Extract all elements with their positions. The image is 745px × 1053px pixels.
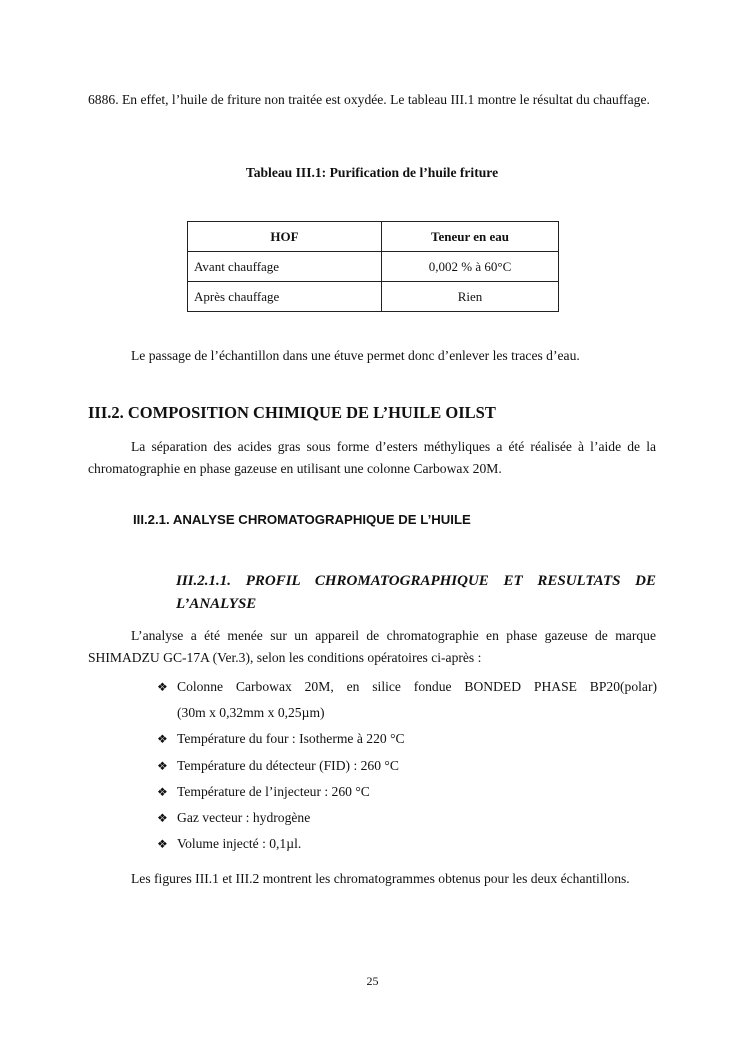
condition-oven: Température du four : Isotherme à 220 °C (177, 731, 405, 747)
purification-table (187, 221, 559, 312)
list-item (157, 779, 657, 805)
subsection-heading: III.2.1. ANALYSE CHROMATOGRAPHIQUE DE L’HUILE (133, 512, 471, 527)
condition-volume: Volume injecté : 0,1µl. (177, 836, 302, 852)
list-item (157, 831, 657, 857)
page-number: 25 (366, 974, 379, 988)
list-item (157, 726, 657, 752)
figures-paragraph: Les figures III.1 et III.2 montrent les chromatogrammes obtenus pour les deux échantillons. (131, 871, 630, 886)
subsubsection-heading (176, 570, 656, 616)
analysis-paragraph: L’analyse a été menée sur un appareil de chromatographie en phase gazeuse de marque SHIMADZU GC-17A (Ver.3), selon les conditions opératoires ci-après : (88, 628, 656, 665)
diamond-bullet-icon: ❖ (157, 811, 168, 826)
diamond-bullet-icon: ❖ (157, 784, 168, 799)
table-row (188, 282, 559, 312)
diamond-bullet-icon: ❖ (157, 837, 168, 852)
condition-detector: Température du détecteur (FID) : 260 °C (177, 757, 399, 773)
table-cell: 0,002 % à 60°C (382, 252, 559, 282)
table-header-water: Teneur en eau (382, 222, 559, 252)
diamond-bullet-icon: ❖ (157, 732, 168, 747)
table-header-row (188, 222, 559, 252)
section-paragraph: La séparation des acides gras sous forme d’esters méthyliques a été réalisée à l’aide de la chromatographie en phase gazeuse en utilisant une colonne Carbowax 20M. (88, 439, 656, 476)
table-cell: Après chauffage (188, 282, 382, 312)
diamond-bullet-icon: ❖ (157, 758, 168, 773)
table-row (188, 252, 559, 282)
condition-column-line1: Colonne Carbowax 20M, en silice fondue BONDED PHASE BP20(polar) (177, 679, 657, 694)
subsubsection-heading-line2: L’ANALYSE (176, 596, 257, 612)
condition-injector: Température de l’injecteur : 260 °C (177, 783, 370, 799)
table-cell: Rien (382, 282, 559, 312)
intro-paragraph: 6886. En effet, l’huile de friture non traitée est oxydée. Le tableau III.1 montre le résultat du chauffage. (88, 92, 650, 107)
conditions-list (157, 674, 657, 857)
condition-column-line2: (30m x 0,32mm x 0,25µm) (177, 705, 325, 721)
diamond-bullet-icon: ❖ (157, 680, 168, 694)
condition-carrier-gas: Gaz vecteur : hydrogène (177, 810, 311, 826)
table-cell: Avant chauffage (188, 252, 382, 282)
table-header-hof: HOF (188, 222, 382, 252)
subsubsection-heading-line1: III.2.1.1. PROFIL CHROMATOGRAPHIQUE ET RESULTATS DE (176, 573, 656, 589)
list-item (157, 674, 657, 726)
list-item (157, 753, 657, 779)
table-caption: Tableau III.1: Purification de l’huile friture (245, 165, 499, 180)
list-item (157, 805, 657, 831)
passage-paragraph: Le passage de l’échantillon dans une étuve permet donc d’enlever les traces d’eau. (131, 348, 580, 363)
section-heading: III.2. COMPOSITION CHIMIQUE DE L’HUILE OILST (88, 403, 496, 422)
